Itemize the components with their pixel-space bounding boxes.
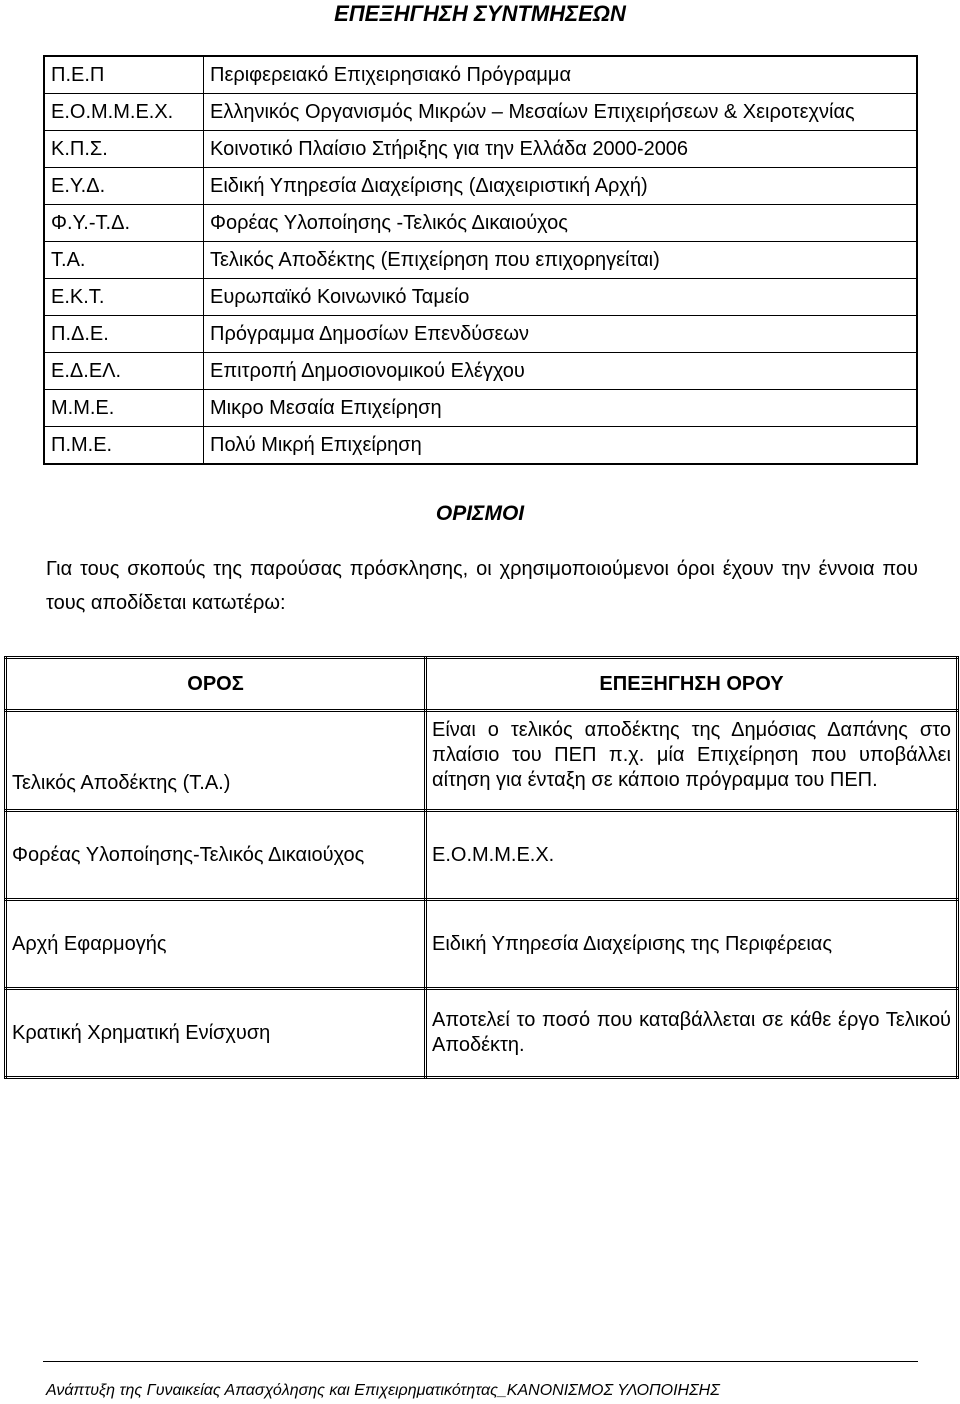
abbreviation-row (44, 279, 917, 316)
definition-term: Κρατική Χρηματική Ενίσχυση (6, 989, 426, 1078)
abbreviation-code: Τ.Α. (44, 242, 204, 279)
definitions-table (4, 656, 959, 1079)
abbreviation-row (44, 56, 917, 94)
abbreviation-meaning: Πρόγραμμα Δημοσίων Επενδύσεων (204, 316, 918, 353)
footer-divider (43, 1361, 918, 1362)
definition-row (6, 711, 958, 811)
abbreviation-row (44, 353, 917, 390)
definition-term: Τελικός Αποδέκτης (Τ.Α.) (6, 711, 426, 811)
abbreviation-code: Φ.Υ.-Τ.Δ. (44, 205, 204, 242)
definitions-header-row (6, 658, 958, 711)
document-title: ΕΠΕΞΗΓΗΣΗ ΣΥΝΤΜΗΣΕΩΝ (334, 1, 626, 26)
abbreviation-row (44, 168, 917, 205)
definition-explanation: Ε.Ο.Μ.Μ.Ε.Χ. (426, 811, 958, 900)
explanation-column-header: ΕΠΕΞΗΓΗΣΗ ΟΡΟΥ (426, 658, 958, 711)
abbreviation-meaning: Περιφερειακό Επιχειρησιακό Πρόγραμμα (204, 56, 918, 94)
abbreviation-meaning: Τελικός Αποδέκτης (Επιχείρηση που επιχορηγείται) (204, 242, 918, 279)
abbreviation-meaning: Ειδική Υπηρεσία Διαχείρισης (Διαχειριστική Αρχή) (204, 168, 918, 205)
abbreviation-code: Μ.Μ.Ε. (44, 390, 204, 427)
abbreviation-row (44, 242, 917, 279)
abbreviation-code: Ε.Ο.Μ.Μ.Ε.Χ. (44, 94, 204, 131)
abbreviation-meaning: Ελληνικός Οργανισμός Μικρών – Μεσαίων Επιχειρήσεων & Χειροτεχνίας (204, 94, 918, 131)
abbreviation-code: Ε.Δ.ΕΛ. (44, 353, 204, 390)
abbreviation-code: Π.Δ.Ε. (44, 316, 204, 353)
definition-term: Φορέας Υλοποίησης-Τελικός Δικαιούχος (6, 811, 426, 900)
abbreviation-meaning: Κοινοτικό Πλαίσιο Στήριξης για την Ελλάδα 2000-2006 (204, 131, 918, 168)
page-footer: Ανάπτυξη της Γυναικείας Απασχόλησης και Επιχειρηματικότητας_ΚΑΝΟΝΙΣΜΟΣ ΥΛΟΠΟΙΗΣΗΣ (46, 1382, 720, 1399)
abbreviation-meaning: Πολύ Μικρή Επιχείρηση (204, 427, 918, 465)
abbreviation-code: Π.Ε.Π (44, 56, 204, 94)
definitions-heading: ΟΡΙΣΜΟΙ (435, 502, 525, 525)
definition-term: Αρχή Εφαρμογής (6, 900, 426, 989)
abbreviation-row (44, 390, 917, 427)
definition-explanation: Ειδική Υπηρεσία Διαχείρισης της Περιφέρειας (426, 900, 958, 989)
definition-row (6, 900, 958, 989)
intro-paragraph: Για τους σκοπούς της παρούσας πρόσκλησης, οι χρησιμοποιούμενοι όροι έχουν την έννοια που τους αποδίδεται κατωτέρω: (46, 558, 918, 614)
definition-explanation: Αποτελεί το ποσό που καταβάλλεται σε κάθε έργο Τελικού Αποδέκτη. (426, 989, 958, 1078)
abbreviation-row (44, 131, 917, 168)
abbreviation-row (44, 427, 917, 465)
abbreviation-meaning: Επιτροπή Δημοσιονομικού Ελέγχου (204, 353, 918, 390)
abbreviation-meaning: Ευρωπαϊκό Κοινωνικό Ταμείο (204, 279, 918, 316)
abbreviation-row (44, 94, 917, 131)
abbreviation-row (44, 316, 917, 353)
abbreviation-code: Ε.Κ.Τ. (44, 279, 204, 316)
abbreviation-row (44, 205, 917, 242)
abbreviation-code: Ε.Υ.Δ. (44, 168, 204, 205)
abbreviation-meaning: Μικρο Μεσαία Επιχείρηση (204, 390, 918, 427)
abbreviations-table (43, 55, 918, 465)
definition-row (6, 989, 958, 1078)
abbreviation-code: Κ.Π.Σ. (44, 131, 204, 168)
term-column-header: ΟΡΟΣ (6, 658, 426, 711)
abbreviation-meaning: Φορέας Υλοποίησης -Τελικός Δικαιούχος (204, 205, 918, 242)
definition-explanation: Είναι ο τελικός αποδέκτης της Δημόσιας Δαπάνης στο πλαίσιο του ΠΕΠ π.χ. μία Επιχείρηση που υποβάλλει αίτηση για ένταξη σε κάποιο πρόγραμμα του ΠΕΠ. (426, 711, 958, 811)
abbreviation-code: Π.Μ.Ε. (44, 427, 204, 465)
definition-row (6, 811, 958, 900)
